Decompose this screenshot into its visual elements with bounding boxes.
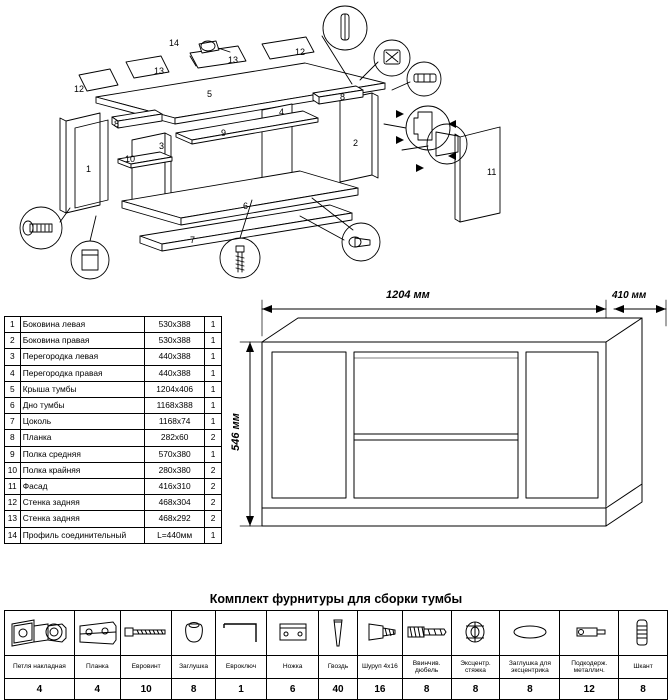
table-row (5, 527, 222, 543)
hardware-count: 10 (120, 679, 172, 700)
exploded-assembly-diagram (0, 0, 672, 290)
part-number: 6 (5, 398, 21, 414)
callout-6: 6 (243, 201, 249, 211)
dowel-screw-icon (402, 611, 451, 656)
table-row (5, 495, 222, 511)
table-row (5, 446, 222, 462)
part-qty: 2 (205, 430, 222, 446)
part-number: 9 (5, 446, 21, 462)
part-name: Боковина правая (20, 333, 144, 349)
part-size: 1168х388 (145, 398, 205, 414)
table-row (5, 317, 222, 333)
hardware-name: Подкодерж. металлич. (560, 656, 619, 679)
part-size: 1168х74 (145, 414, 205, 430)
callout-4: 4 (279, 107, 285, 117)
part-name: Цоколь (20, 414, 144, 430)
cabinet-height-label: 546 мм (230, 413, 242, 451)
part-number: 4 (5, 365, 21, 381)
callout-13b: 13 (228, 55, 239, 65)
callout-10: 10 (125, 154, 136, 164)
part-size: L=440мм (145, 527, 205, 543)
table-row (5, 333, 222, 349)
callout-14: 14 (169, 38, 180, 48)
part-size: 280х380 (145, 462, 205, 478)
part-size: 468х304 (145, 495, 205, 511)
callout-8b: 8 (340, 92, 346, 102)
hardware-name: Петля накладная (5, 656, 75, 679)
table-row (5, 349, 222, 365)
table-row (5, 511, 222, 527)
table-row (5, 414, 222, 430)
screw-icon (358, 611, 403, 656)
part-number: 5 (5, 381, 21, 397)
part-qty: 2 (205, 511, 222, 527)
hardware-kit-title: Комплект фурнитуры для сборки тумбы (209, 592, 463, 606)
part-number: 8 (5, 430, 21, 446)
hardware-count: 4 (74, 679, 120, 700)
euro-screw-icon (120, 611, 172, 656)
part-name: Планка (20, 430, 144, 446)
hardware-count: 16 (358, 679, 403, 700)
shelf-support-icon (560, 611, 619, 656)
part-name: Стенка задняя (20, 511, 144, 527)
part-size: 570х380 (145, 446, 205, 462)
part-qty: 2 (205, 495, 222, 511)
hardware-name: Заглушка (172, 656, 215, 679)
hardware-name: Евроключ (215, 656, 267, 679)
part-qty: 2 (205, 462, 222, 478)
part-number: 7 (5, 414, 21, 430)
part-name: Профиль соединительный (20, 527, 144, 543)
part-size: 440х388 (145, 349, 205, 365)
hardware-name: Шуруп 4х16 (358, 656, 403, 679)
part-name: Боковина левая (20, 317, 144, 333)
hardware-name: Шкант (619, 656, 668, 679)
callout-3: 3 (159, 141, 165, 151)
part-qty: 1 (205, 365, 222, 381)
cabinet-dimension-drawing (226, 286, 672, 552)
hardware-count: 40 (318, 679, 357, 700)
cabinet-depth-label: 410 мм (612, 290, 647, 301)
part-name: Полка крайняя (20, 462, 144, 478)
hardware-kit-table (4, 610, 668, 700)
dowel-icon (619, 611, 668, 656)
hardware-count: 1 (215, 679, 267, 700)
callout-12a: 12 (74, 84, 85, 94)
part-number: 12 (5, 495, 21, 511)
callout-8a: 8 (114, 119, 120, 129)
table-row (5, 365, 222, 381)
part-qty: 1 (205, 349, 222, 365)
hardware-count: 6 (267, 679, 319, 700)
part-name: Фасад (20, 479, 144, 495)
cam-lock-icon (451, 611, 500, 656)
part-qty: 1 (205, 381, 222, 397)
part-qty: 1 (205, 446, 222, 462)
part-number: 3 (5, 349, 21, 365)
table-row (5, 398, 222, 414)
hardware-name: Планка (74, 656, 120, 679)
part-name: Крыша тумбы (20, 381, 144, 397)
part-number: 2 (5, 333, 21, 349)
part-number: 13 (5, 511, 21, 527)
part-size: 468х292 (145, 511, 205, 527)
leg-icon (267, 611, 319, 656)
hardware-count: 8 (619, 679, 668, 700)
hardware-count: 12 (560, 679, 619, 700)
part-name: Перегородка левая (20, 349, 144, 365)
nail-icon (318, 611, 357, 656)
part-size: 416х310 (145, 479, 205, 495)
part-size: 282х60 (145, 430, 205, 446)
hardware-count: 8 (500, 679, 560, 700)
euro-key-icon (215, 611, 267, 656)
hinge-icon (5, 611, 75, 656)
callout-13a: 13 (154, 66, 165, 76)
part-name: Перегородка правая (20, 365, 144, 381)
cabinet-width-label: 1204 мм (386, 289, 430, 301)
callout-2: 2 (353, 138, 359, 148)
part-qty: 1 (205, 398, 222, 414)
hardware-name: Эксцентр. стяжка (451, 656, 500, 679)
callout-7: 7 (190, 235, 196, 245)
table-row (5, 430, 222, 446)
part-number: 1 (5, 317, 21, 333)
hardware-name: Ножка (267, 656, 319, 679)
hardware-name: Ввинчив. дюбель (402, 656, 451, 679)
part-size: 440х388 (145, 365, 205, 381)
table-row (5, 462, 222, 478)
callout-9: 9 (221, 128, 227, 138)
hardware-count: 4 (5, 679, 75, 700)
hardware-count: 8 (451, 679, 500, 700)
callout-5: 5 (207, 89, 213, 99)
cap-icon (172, 611, 215, 656)
part-qty: 1 (205, 527, 222, 543)
hardware-name: Гвоздь (318, 656, 357, 679)
callout-1: 1 (86, 164, 92, 174)
part-qty: 1 (205, 333, 222, 349)
part-qty: 1 (205, 317, 222, 333)
part-qty: 2 (205, 479, 222, 495)
part-number: 10 (5, 462, 21, 478)
cam-cap-icon (500, 611, 560, 656)
part-size: 530х388 (145, 317, 205, 333)
part-name: Полка средняя (20, 446, 144, 462)
callout-12b: 12 (295, 47, 306, 57)
part-size: 530х388 (145, 333, 205, 349)
hardware-name: Заглушка для эксцентрика (500, 656, 560, 679)
part-number: 11 (5, 479, 21, 495)
hardware-name: Евровинт (120, 656, 172, 679)
part-qty: 1 (205, 414, 222, 430)
part-name: Стенка задняя (20, 495, 144, 511)
part-size: 1204х406 (145, 381, 205, 397)
table-row (5, 381, 222, 397)
table-row (5, 479, 222, 495)
hardware-count: 8 (172, 679, 215, 700)
hardware-count: 8 (402, 679, 451, 700)
callout-11: 11 (487, 167, 497, 177)
mounting-plate-icon (74, 611, 120, 656)
parts-list-table (4, 316, 222, 544)
part-name: Дно тумбы (20, 398, 144, 414)
part-number: 14 (5, 527, 21, 543)
